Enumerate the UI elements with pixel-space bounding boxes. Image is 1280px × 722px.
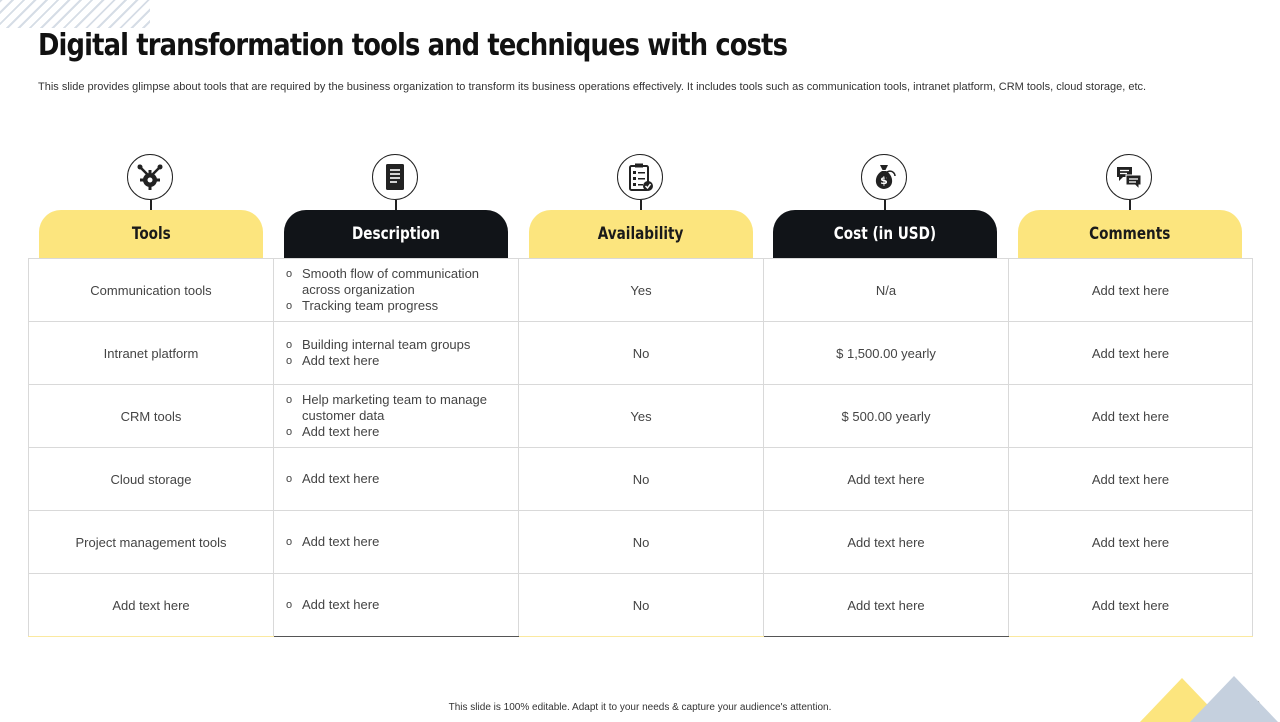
description-cell (274, 259, 519, 322)
description-bullet: o Add text here (286, 597, 508, 613)
table-row (29, 574, 1253, 637)
availability-cell: Yes (519, 259, 764, 322)
tool-cell: Intranet platform (29, 322, 274, 385)
description-bullet: o Building internal team groups (286, 337, 508, 353)
cost-cell: Add text here (764, 448, 1009, 511)
document-icon (372, 154, 418, 200)
icon-connector (640, 200, 642, 210)
column-header-description (284, 154, 508, 258)
chat-icon (1106, 154, 1152, 200)
tab-tools: Tools (39, 210, 263, 258)
tool-cell: Project management tools (29, 511, 274, 574)
table-row (29, 259, 1253, 322)
tool-cell: Cloud storage (29, 448, 274, 511)
checklist-icon (617, 154, 663, 200)
comments-cell: Add text here (1009, 448, 1253, 511)
availability-cell: No (519, 322, 764, 385)
description-cell (274, 448, 519, 511)
tab-cost: Cost (in USD) (773, 210, 997, 258)
tab-availability: Availability (529, 210, 753, 258)
description-cell (274, 511, 519, 574)
availability-cell: No (519, 448, 764, 511)
table-row (29, 448, 1253, 511)
column-header-cost (773, 154, 997, 258)
comments-cell: Add text here (1009, 259, 1253, 322)
description-bullet: o Smooth flow of communication across organization (286, 266, 508, 298)
column-header-availability (529, 154, 753, 258)
cost-cell: N/a (764, 259, 1009, 322)
comments-cell: Add text here (1009, 511, 1253, 574)
table-row (29, 385, 1253, 448)
description-bullet: o Add text here (286, 424, 508, 440)
description-cell (274, 322, 519, 385)
tool-cell: Communication tools (29, 259, 274, 322)
icon-connector (150, 200, 152, 210)
tools-gear-icon (127, 154, 173, 200)
description-bullet: o Tracking team progress (286, 298, 508, 314)
cost-cell: Add text here (764, 574, 1009, 637)
description-cell (274, 574, 519, 637)
description-bullet: o Help marketing team to manage customer data (286, 392, 508, 424)
cost-cell: Add text here (764, 511, 1009, 574)
table-row (29, 511, 1253, 574)
tool-cell: CRM tools (29, 385, 274, 448)
costs-table (28, 258, 1253, 637)
comments-cell: Add text here (1009, 574, 1253, 637)
column-header-tools (39, 154, 263, 258)
cost-cell: $ 1,500.00 yearly (764, 322, 1009, 385)
icon-connector (884, 200, 886, 210)
decorative-triangle-blue (1190, 676, 1278, 722)
description-bullet: o Add text here (286, 353, 508, 369)
icon-connector (395, 200, 397, 210)
availability-cell: No (519, 511, 764, 574)
column-header-comments (1018, 154, 1242, 258)
comments-cell: Add text here (1009, 385, 1253, 448)
availability-cell: Yes (519, 385, 764, 448)
tool-cell: Add text here (29, 574, 274, 637)
footer-note: This slide is 100% editable. Adapt it to your needs & capture your audience's attention. (448, 702, 832, 713)
comments-cell: Add text here (1009, 322, 1253, 385)
slide-subtitle: This slide provides glimpse about tools that are required by the business organization to transform its business operations effectively. It includes tools such as communication tools, intranet platform, CRM tools, cloud storage, etc. (38, 81, 1147, 93)
cost-cell: $ 500.00 yearly (764, 385, 1009, 448)
icon-connector (1129, 200, 1131, 210)
decorative-stripes (0, 0, 150, 28)
slide-title: Digital transformation tools and techniques with costs (38, 28, 788, 63)
availability-cell: No (519, 574, 764, 637)
table-row (29, 322, 1253, 385)
page-number: 38 (1248, 700, 1260, 711)
description-bullet: o Add text here (286, 471, 508, 487)
svg-text:$: $ (880, 174, 888, 187)
tab-comments: Comments (1018, 210, 1242, 258)
description-cell (274, 385, 519, 448)
tab-description: Description (284, 210, 508, 258)
description-bullet: o Add text here (286, 534, 508, 550)
money-bag-icon (861, 154, 907, 200)
